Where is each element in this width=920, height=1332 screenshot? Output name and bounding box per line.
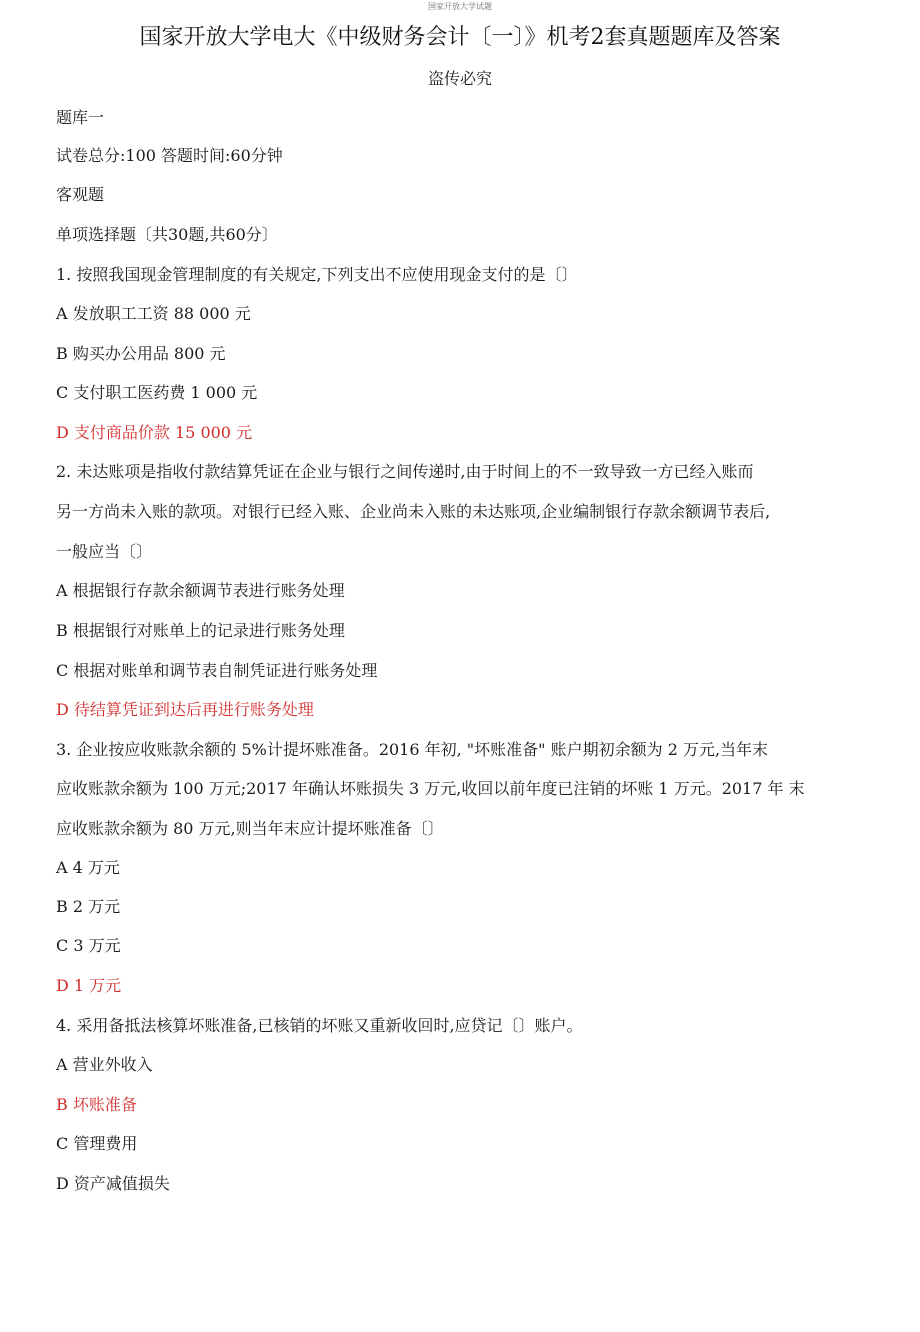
document-title: 国家开放大学电大《中级财务会计〔一〕》机考2套真题题库及答案 [139, 25, 781, 50]
q2-option-b: B 根据银行对账单上的记录进行账务处理 [56, 621, 345, 640]
q3-option-b: B 2 万元 [56, 897, 121, 916]
q1-option-b: B 购买办公用品 800 元 [56, 344, 226, 363]
q1-option-c: C 支付职工医药费 1 000 元 [56, 383, 258, 402]
q3-option-d-answer: D 1 万元 [56, 976, 122, 995]
question-2-stem-line-2: 另一方尚未入账的款项。对银行已经入账、企业尚未入账的未达账项,企业编制银行存款余额调节表后, [56, 502, 771, 521]
question-bank-label: 题库一 [56, 108, 105, 127]
q4-option-c: C 管理费用 [56, 1134, 138, 1153]
question-2-stem-line-1: 2. 未达账项是指收付款结算凭证在企业与银行之间传递时,由于时间上的不一致导致一方已经入账而 [56, 462, 754, 481]
page-header-note: 国家开放大学试题 [428, 2, 492, 11]
q4-option-b-answer: B 坏账准备 [56, 1095, 137, 1114]
question-4-stem: 4. 采用备抵法核算坏账准备,已核销的坏账又重新收回时,应贷记〔〕账户。 [56, 1016, 583, 1035]
q4-option-d: D 资产减值损失 [56, 1174, 170, 1193]
question-type-label: 客观题 [56, 185, 105, 204]
q1-option-d-answer: D 支付商品价款 15 000 元 [56, 423, 253, 442]
q4-option-a: A 营业外收入 [56, 1055, 153, 1074]
exam-info: 试卷总分:100 答题时间:60分钟 [56, 146, 283, 165]
document-subtitle: 盗传必究 [427, 69, 492, 88]
q3-option-a: A 4 万元 [56, 858, 120, 877]
question-1-stem: 1. 按照我国现金管理制度的有关规定,下列支出不应使用现金支付的是〔〕 [56, 265, 578, 284]
section-heading: 单项选择题〔共30题,共60分〕 [56, 225, 278, 244]
q2-option-d-answer: D 待结算凭证到达后再进行账务处理 [56, 700, 314, 719]
q3-option-c: C 3 万元 [56, 936, 121, 955]
question-3-stem-line-1: 3. 企业按应收账款余额的 5%计提坏账准备。2016 年初, "坏账准备" 账户期初余额为 2 万元,当年末 [56, 740, 769, 759]
q2-option-a: A 根据银行存款余额调节表进行账务处理 [56, 581, 345, 600]
q1-option-a: A 发放职工工资 88 000 元 [56, 304, 251, 323]
question-2-stem-line-3: 一般应当〔〕 [56, 542, 153, 561]
question-3-stem-line-2: 应收账款余额为 100 万元;2017 年确认坏账损失 3 万元,收回以前年度已注销的坏账 1 万元。2017 年 末 [56, 779, 805, 798]
question-3-stem-line-3: 应收账款余额为 80 万元,则当年末应计提坏账准备〔〕 [56, 819, 444, 838]
q2-option-c: C 根据对账单和调节表自制凭证进行账务处理 [56, 661, 378, 680]
